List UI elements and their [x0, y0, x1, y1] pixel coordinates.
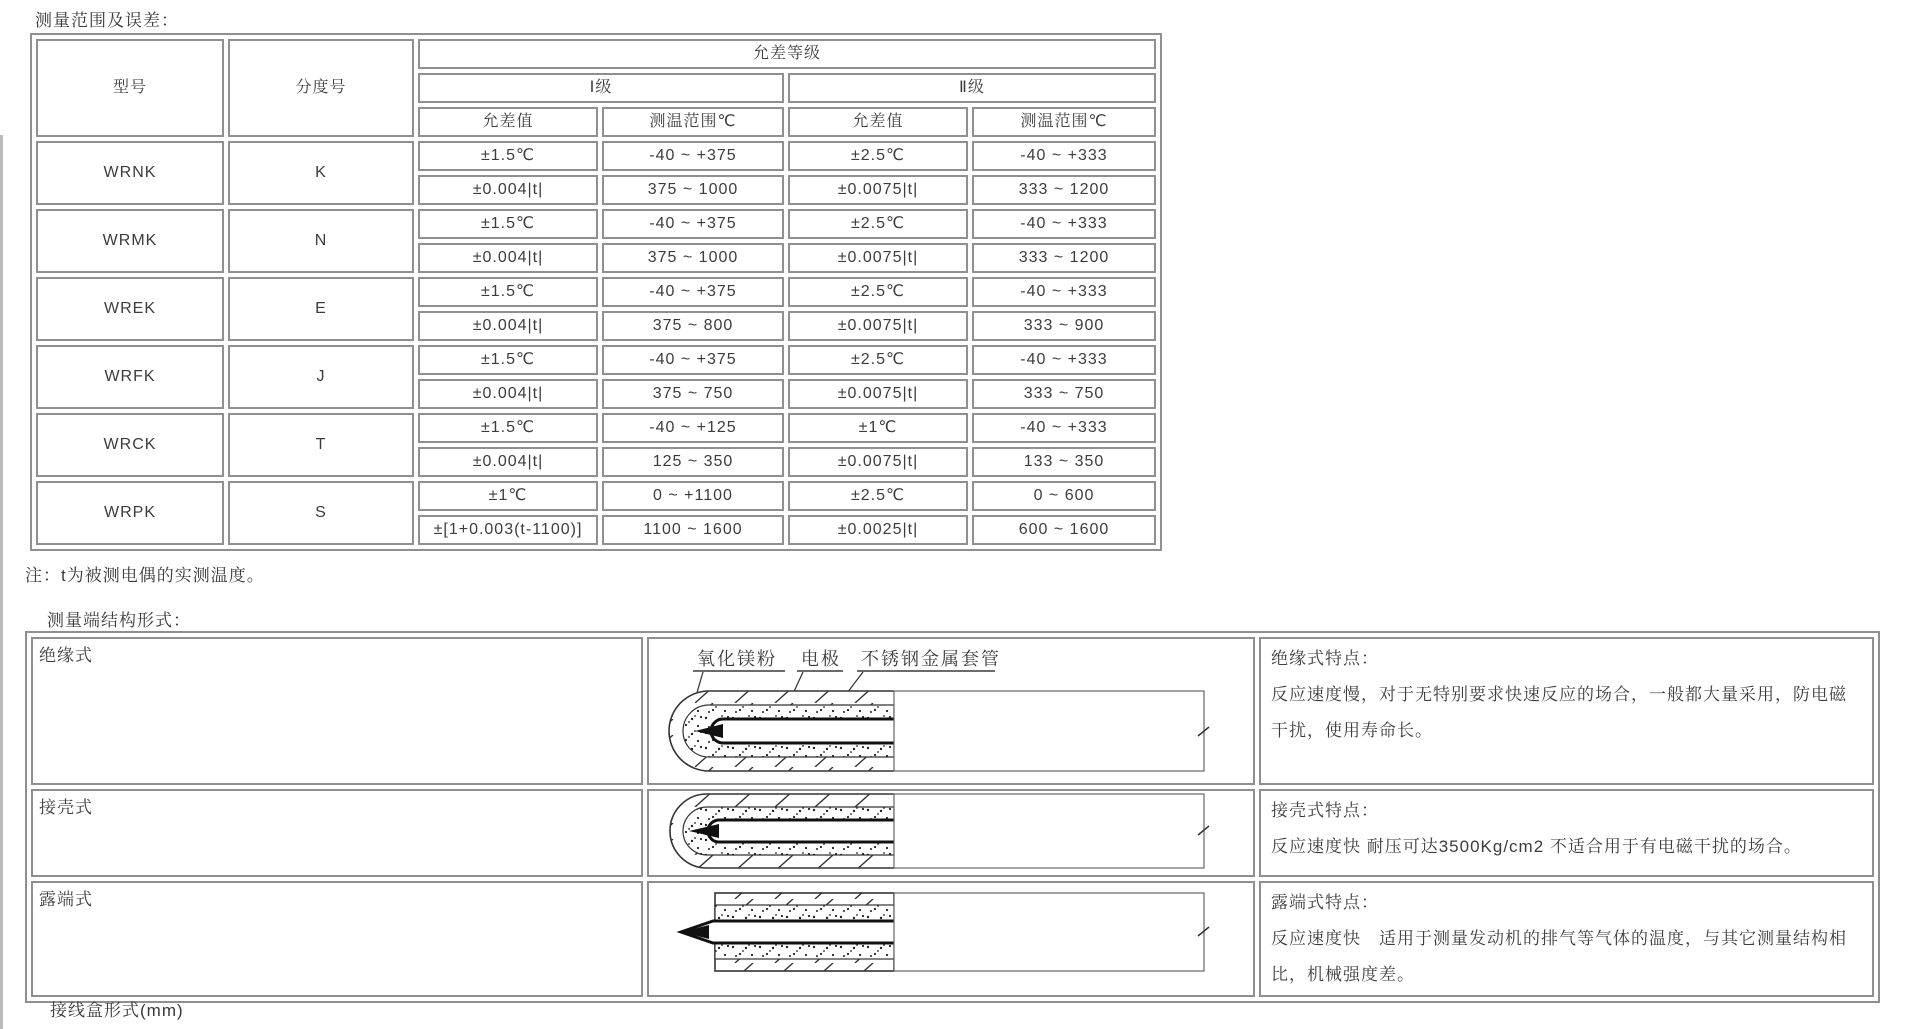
cell: ±0.004|t|: [418, 311, 598, 341]
cell-model: WRCK: [36, 413, 224, 477]
structure-table: [27, 633, 1878, 1001]
cell: -40 ~ +375: [602, 345, 784, 375]
structure-feature-cell: [1259, 789, 1874, 877]
cell: -40 ~ +333: [972, 413, 1156, 443]
section-title-structure: 测量端结构形式：: [47, 611, 191, 630]
cell: ±1℃: [418, 481, 598, 511]
table-row: [36, 413, 1156, 443]
cell: ±0.0075|t|: [788, 311, 968, 341]
header-model: 型号: [36, 39, 224, 137]
exposed-thermocouple-diagram: [649, 883, 1253, 981]
cell: 333 ~ 900: [972, 311, 1156, 341]
cell: ±1.5℃: [418, 209, 598, 239]
cell: ±0.004|t|: [418, 175, 598, 205]
cell-index: S: [228, 481, 414, 545]
cell: 600 ~ 1600: [972, 515, 1156, 545]
cell: ±0.0025|t|: [788, 515, 968, 545]
cell: -40 ~ +333: [972, 209, 1156, 239]
cell: 375 ~ 1000: [602, 175, 784, 205]
thermocouple-body: [670, 794, 1209, 868]
cell-model: WRFK: [36, 345, 224, 409]
structure-feature-cell: [1259, 637, 1874, 785]
cell: ±0.0075|t|: [788, 379, 968, 409]
feature-text: 反应速度快 适用于测量发动机的排气等气体的温度，与其它测量结构相比，机械强度差。: [1271, 929, 1847, 984]
cell: -40 ~ +333: [972, 141, 1156, 171]
cell: 375 ~ 750: [602, 379, 784, 409]
feature-title: 绝缘式特点：: [1271, 649, 1379, 668]
thermocouple-body: [669, 691, 1209, 771]
structure-table-frame: [25, 631, 1880, 1003]
cell: ±1.5℃: [418, 345, 598, 375]
header-temp-range-2: 测温范围℃: [972, 107, 1156, 137]
table-row: [36, 141, 1156, 171]
label-mgo-powder: 氧化镁粉: [697, 649, 777, 669]
cell-model: WRMK: [36, 209, 224, 273]
cell-index: N: [228, 209, 414, 273]
spec-table: [32, 35, 1160, 549]
table-row: [36, 277, 1156, 307]
section-title-junction-box: 接线盒形式(mm): [50, 1001, 184, 1020]
cell: ±2.5℃: [788, 141, 968, 171]
structure-diagram-cell: [647, 789, 1255, 877]
header-class-2: Ⅱ级: [788, 73, 1156, 103]
cell: ±[1+0.003(t-1100)]: [418, 515, 598, 545]
cell: -40 ~ +375: [602, 277, 784, 307]
table-row: [36, 481, 1156, 511]
cell: 1100 ~ 1600: [602, 515, 784, 545]
cell: ±1.5℃: [418, 277, 598, 307]
section-title-measuring-range: 测量范围及误差：: [35, 11, 179, 30]
cell-index: T: [228, 413, 414, 477]
cell: ±2.5℃: [788, 481, 968, 511]
cell: ±0.0075|t|: [788, 243, 968, 273]
structure-row-exposed: [31, 881, 1874, 997]
cell-model: WREK: [36, 277, 224, 341]
cell: ±2.5℃: [788, 277, 968, 307]
insulated-thermocouple-diagram: [649, 639, 1253, 779]
cell: 375 ~ 1000: [602, 243, 784, 273]
label-sheath: 不锈钢金属套管: [861, 649, 1001, 669]
structure-diagram-cell: [647, 637, 1255, 785]
spec-header-row-1: [36, 39, 1156, 69]
cell: ±0.004|t|: [418, 447, 598, 477]
feature-title: 露端式特点：: [1271, 893, 1379, 912]
cell: ±2.5℃: [788, 209, 968, 239]
spec-table-frame: [30, 33, 1162, 551]
table-note: 注：t为被测电偶的实测温度。: [25, 566, 265, 585]
cell-model: WRNK: [36, 141, 224, 205]
cell: -40 ~ +333: [972, 277, 1156, 307]
feature-title: 接壳式特点：: [1271, 801, 1379, 820]
cell: 0 ~ +1100: [602, 481, 784, 511]
cell-model: WRPK: [36, 481, 224, 545]
cell: ±0.004|t|: [418, 243, 598, 273]
header-tolerance-class: 允差等级: [418, 39, 1156, 69]
grounded-thermocouple-diagram: [649, 791, 1253, 871]
cell: -40 ~ +333: [972, 345, 1156, 375]
feature-text: 反应速度慢，对于无特别要求快速反应的场合，一般都大量采用，防电磁干扰，使用寿命长。: [1271, 685, 1847, 740]
structure-name: 绝缘式: [31, 637, 643, 785]
cell: ±0.0075|t|: [788, 175, 968, 205]
cell: 0 ~ 600: [972, 481, 1156, 511]
cell-index: J: [228, 345, 414, 409]
scan-edge-artifact: [0, 135, 3, 1029]
feature-text: 反应速度快 耐压可达3500Kg/cm2 不适合用于有电磁干扰的场合。: [1271, 837, 1802, 856]
header-temp-range-1: 测温范围℃: [602, 107, 784, 137]
cell-index: K: [228, 141, 414, 205]
cell: -40 ~ +125: [602, 413, 784, 443]
cell-index: E: [228, 277, 414, 341]
cell: ±0.004|t|: [418, 379, 598, 409]
cell: -40 ~ +375: [602, 141, 784, 171]
header-tol-value-1: 允差值: [418, 107, 598, 137]
header-class-1: Ⅰ级: [418, 73, 784, 103]
table-row: [36, 209, 1156, 239]
cell: ±1℃: [788, 413, 968, 443]
cell: ±1.5℃: [418, 141, 598, 171]
cell: ±0.0075|t|: [788, 447, 968, 477]
structure-diagram-cell: [647, 881, 1255, 997]
cell: 125 ~ 350: [602, 447, 784, 477]
cell: -40 ~ +375: [602, 209, 784, 239]
structure-row-insulated: [31, 637, 1874, 785]
header-index: 分度号: [228, 39, 414, 137]
cell: 333 ~ 1200: [972, 243, 1156, 273]
cell: 333 ~ 1200: [972, 175, 1156, 205]
structure-feature-cell: [1259, 881, 1874, 997]
label-electrode: 电极: [801, 649, 841, 669]
structure-name: 接壳式: [31, 789, 643, 877]
cell: 333 ~ 750: [972, 379, 1156, 409]
cell: 133 ~ 350: [972, 447, 1156, 477]
cell: ±1.5℃: [418, 413, 598, 443]
structure-row-grounded: [31, 789, 1874, 877]
structure-name: 露端式: [31, 881, 643, 997]
thermocouple-body: [681, 893, 1209, 971]
cell: 375 ~ 800: [602, 311, 784, 341]
header-tol-value-2: 允差值: [788, 107, 968, 137]
cell: ±2.5℃: [788, 345, 968, 375]
table-row: [36, 345, 1156, 375]
